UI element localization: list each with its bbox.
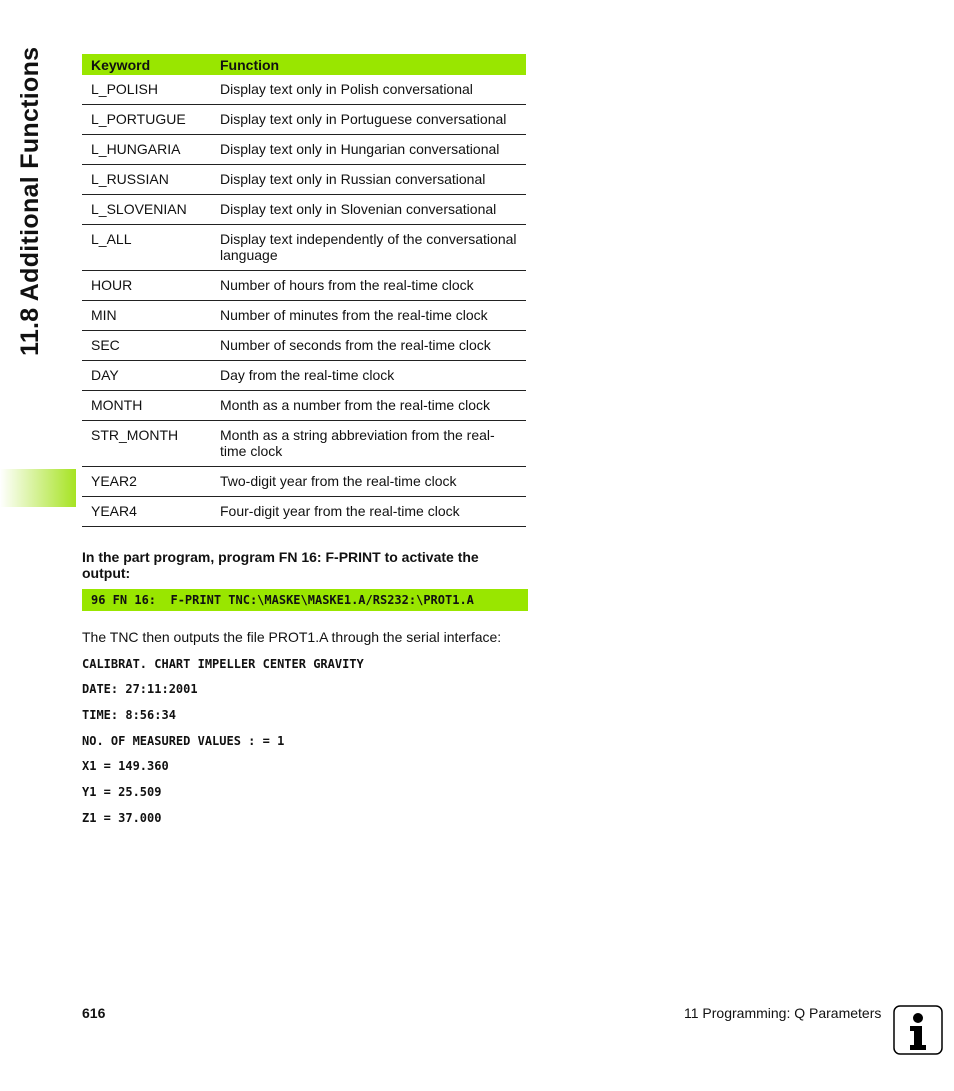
keyword-cell: HOUR (82, 271, 211, 301)
keyword-cell: STR_MONTH (82, 421, 211, 467)
output-line: TIME: 8:56:34 (82, 708, 176, 722)
output-line: DATE: 27:11:2001 (82, 682, 198, 696)
keyword-cell: L_RUSSIAN (82, 165, 211, 195)
keyword-cell: SEC (82, 331, 211, 361)
table-row (82, 391, 526, 421)
table-header-row (82, 54, 526, 75)
table-row (82, 225, 526, 271)
function-cell: Month as a number from the real-time clock (211, 391, 526, 421)
function-cell: Display text only in Portuguese conversational (211, 105, 526, 135)
function-cell: Day from the real-time clock (211, 361, 526, 391)
keyword-cell: L_ALL (82, 225, 211, 271)
function-cell: Two-digit year from the real-time clock (211, 467, 526, 497)
header-function: Function (211, 54, 526, 75)
table-row (82, 467, 526, 497)
keyword-cell: DAY (82, 361, 211, 391)
table-row (82, 195, 526, 225)
output-line: Z1 = 37.000 (82, 811, 162, 825)
table-row (82, 165, 526, 195)
function-cell: Number of minutes from the real-time clock (211, 301, 526, 331)
table-row (82, 421, 526, 467)
keyword-cell: L_POLISH (82, 75, 211, 105)
function-cell: Number of seconds from the real-time clock (211, 331, 526, 361)
output-line: NO. OF MEASURED VALUES : = 1 (82, 734, 285, 748)
table-row (82, 75, 526, 105)
code-line: 96 FN 16: F-PRINT TNC:\MASKE\MASKE1.A/RS232:\PROT1.A (82, 589, 528, 611)
table-row (82, 497, 526, 527)
section-tab-marker (0, 469, 76, 507)
keyword-cell: MONTH (82, 391, 211, 421)
function-cell: Number of hours from the real-time clock (211, 271, 526, 301)
function-cell: Display text independently of the conversational language (211, 225, 526, 271)
output-line: Y1 = 25.509 (82, 785, 162, 799)
function-cell: Display text only in Polish conversational (211, 75, 526, 105)
page-number: 616 (82, 1005, 106, 1021)
keyword-cell: L_SLOVENIAN (82, 195, 211, 225)
function-cell: Display text only in Slovenian conversational (211, 195, 526, 225)
function-cell: Display text only in Hungarian conversational (211, 135, 526, 165)
output-line: X1 = 149.360 (82, 759, 169, 773)
instruction-text: In the part program, program FN 16: F-PRINT to activate the output: (82, 549, 479, 581)
table-row (82, 271, 526, 301)
chapter-title: 11 Programming: Q Parameters (684, 1005, 882, 1021)
function-cell: Four-digit year from the real-time clock (211, 497, 526, 527)
table-row (82, 331, 526, 361)
table-body (82, 75, 526, 527)
keyword-cell: YEAR2 (82, 467, 211, 497)
section-title: 11.8 Additional Functions (16, 46, 44, 356)
output-intro: The TNC then outputs the file PROT1.A through the serial interface: (82, 629, 502, 645)
table-row (82, 301, 526, 331)
table-row (82, 361, 526, 391)
function-cell: Display text only in Russian conversational (211, 165, 526, 195)
header-keyword: Keyword (82, 54, 211, 75)
info-icon (893, 1005, 943, 1055)
keyword-table (82, 54, 526, 527)
table-row (82, 105, 526, 135)
output-line: CALIBRAT. CHART IMPELLER CENTER GRAVITY (82, 657, 364, 671)
table-row (82, 135, 526, 165)
keyword-cell: L_HUNGARIA (82, 135, 211, 165)
function-cell: Month as a string abbreviation from the real-time clock (211, 421, 526, 467)
keyword-cell: MIN (82, 301, 211, 331)
keyword-cell: L_PORTUGUE (82, 105, 211, 135)
keyword-cell: YEAR4 (82, 497, 211, 527)
